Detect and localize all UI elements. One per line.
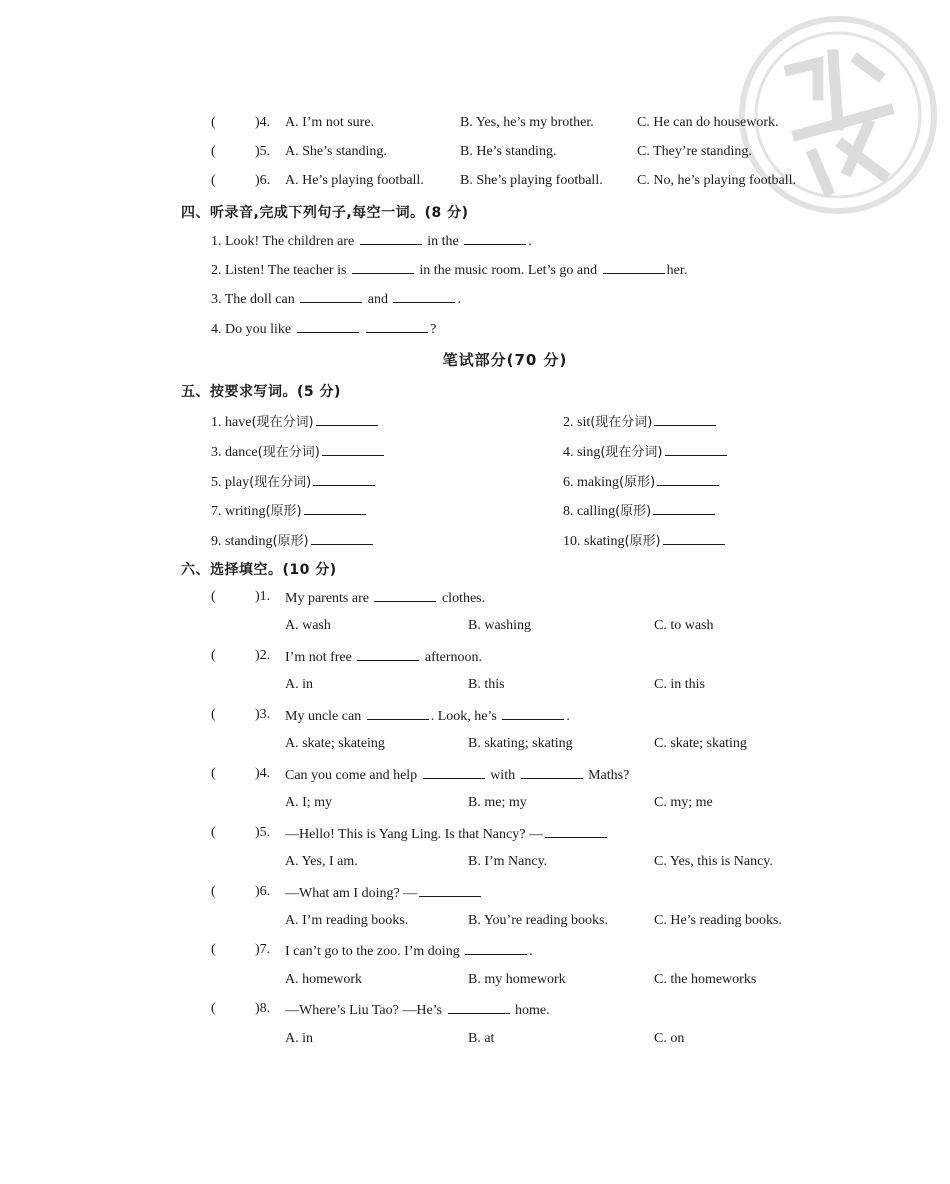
- question-stem: My uncle can . Look, he’s .: [285, 709, 570, 724]
- question-number: )4.: [255, 115, 271, 130]
- word-hint: (现在分词): [249, 475, 312, 490]
- options-row: [0, 618, 950, 638]
- fill-blank[interactable]: [367, 707, 429, 720]
- word-hint: (原形): [619, 475, 656, 490]
- word-hint: (原形): [615, 504, 652, 519]
- answer-paren[interactable]: (: [211, 942, 216, 957]
- sentence-text: her.: [666, 263, 688, 278]
- question-number: )8.: [255, 1001, 271, 1016]
- option-c: C. my; me: [654, 795, 713, 810]
- question-number: )6.: [255, 884, 271, 899]
- option-a: A. in: [285, 677, 313, 692]
- sentence-text: and: [367, 292, 388, 307]
- section-heading: 四、听录音,完成下列句子,每空一词。(8 分): [181, 205, 469, 221]
- answer-paren[interactable]: (: [211, 1001, 216, 1016]
- question-row: [0, 589, 950, 609]
- fill-blank[interactable]: [297, 320, 359, 333]
- item-number: 10.: [563, 534, 581, 549]
- item-number: 7.: [211, 504, 222, 519]
- word-item: [211, 500, 368, 520]
- sentence-text: Listen! The teacher is: [225, 263, 347, 278]
- sentence-text: .: [528, 234, 532, 249]
- option-b: B. at: [468, 1031, 495, 1046]
- option-a: A. I; my: [285, 795, 333, 810]
- fill-blank[interactable]: [360, 232, 422, 245]
- option-c: C. He can do housework.: [637, 115, 779, 130]
- options-row: [0, 854, 950, 874]
- option-a: A. He’s playing football.: [285, 173, 424, 188]
- word: have: [225, 415, 252, 430]
- sentence-item: [211, 232, 532, 250]
- item-number: 1.: [211, 234, 222, 249]
- word: skating: [584, 534, 625, 549]
- word-item: [563, 471, 721, 491]
- option-b: B. He’s standing.: [460, 144, 557, 159]
- option-b: B. You’re reading books.: [468, 913, 608, 928]
- fill-blank[interactable]: [654, 413, 716, 426]
- question-row: [0, 144, 950, 164]
- word-hint: (现在分词): [590, 415, 653, 430]
- item-number: 3.: [211, 445, 222, 460]
- option-b: B. skating; skating: [468, 736, 573, 751]
- word: writing: [225, 504, 266, 519]
- option-b: B. me; my: [468, 795, 527, 810]
- word-hint: (现在分词): [251, 415, 314, 430]
- question-stem: I’m not free afternoon.: [285, 650, 483, 665]
- option-b: B. washing: [468, 618, 531, 633]
- fill-blank[interactable]: [545, 825, 607, 838]
- question-number: )7.: [255, 942, 271, 957]
- fill-blank[interactable]: [311, 532, 373, 545]
- word: calling: [577, 504, 616, 519]
- word-hint: (原形): [272, 534, 309, 549]
- option-c: C. Yes, this is Nancy.: [654, 854, 773, 869]
- fill-blank[interactable]: [316, 413, 378, 426]
- options-row: [0, 677, 950, 697]
- options-row: [0, 972, 950, 992]
- word-hint: (现在分词): [600, 445, 663, 460]
- fill-blank[interactable]: [419, 884, 481, 897]
- fill-blank[interactable]: [393, 290, 455, 303]
- sentence-item: [211, 320, 436, 338]
- section-heading: 五、按要求写词。(5 分): [181, 384, 341, 400]
- option-a: A. She’s standing.: [285, 144, 387, 159]
- options-row: [0, 913, 950, 933]
- question-row: [0, 648, 950, 668]
- word: sit: [577, 415, 591, 430]
- word: standing: [225, 534, 273, 549]
- written-part-title: 笔试部分(70 分): [442, 351, 568, 369]
- answer-paren[interactable]: (: [211, 707, 216, 722]
- option-c: C. in this: [654, 677, 705, 692]
- question-row: [0, 115, 950, 135]
- question-number: )5.: [255, 825, 271, 840]
- word-item: [563, 411, 718, 431]
- word-hint: (原形): [624, 534, 661, 549]
- fill-blank[interactable]: [448, 1001, 510, 1014]
- option-b: B. I’m Nancy.: [468, 854, 548, 869]
- sentence-text: The doll can: [224, 292, 295, 307]
- fill-blank[interactable]: [464, 232, 526, 245]
- word-item: [211, 441, 386, 461]
- question-row: [0, 942, 950, 962]
- word-item: [211, 471, 377, 491]
- option-a: A. wash: [285, 618, 331, 633]
- item-number: 2.: [211, 263, 222, 278]
- answer-paren[interactable]: (: [211, 648, 216, 663]
- question-stem: —What am I doing? —: [285, 884, 483, 902]
- word-item: [563, 500, 717, 520]
- sentence-text: Do you like: [225, 322, 292, 337]
- question-row: [0, 173, 950, 193]
- fill-blank[interactable]: [357, 648, 419, 661]
- answer-paren[interactable]: (: [211, 884, 216, 899]
- word-hint: (现在分词): [257, 445, 320, 460]
- fill-blank[interactable]: [653, 502, 715, 515]
- question-row: [0, 884, 950, 904]
- word-item: [563, 530, 727, 550]
- fill-blank[interactable]: [663, 532, 725, 545]
- item-number: 1.: [211, 415, 222, 430]
- option-c: C. the homeworks: [654, 972, 757, 987]
- item-number: 4.: [211, 322, 222, 337]
- option-a: A. homework: [285, 972, 362, 987]
- word: dance: [225, 445, 258, 460]
- word-item: [211, 530, 375, 550]
- word-hint: (原形): [265, 504, 302, 519]
- question-number: )3.: [255, 707, 271, 722]
- question-row: [0, 766, 950, 786]
- question-row: [0, 707, 950, 727]
- question-row: [0, 1001, 950, 1021]
- fill-blank[interactable]: [603, 261, 665, 274]
- fill-blank[interactable]: [465, 942, 527, 955]
- option-c: C. skate; skating: [654, 736, 747, 751]
- answer-paren[interactable]: (: [211, 144, 216, 159]
- options-row: [0, 1031, 950, 1051]
- fill-blank[interactable]: [423, 766, 485, 779]
- option-a: A. I’m reading books.: [285, 913, 409, 928]
- sentence-item: [211, 290, 461, 308]
- question-row: [0, 825, 950, 845]
- option-c: C. They’re standing.: [637, 144, 752, 159]
- option-c: C. He’s reading books.: [654, 913, 782, 928]
- question-number: )2.: [255, 648, 271, 663]
- item-number: 2.: [563, 415, 574, 430]
- answer-paren[interactable]: (: [211, 825, 216, 840]
- item-number: 4.: [563, 445, 574, 460]
- option-c: C. No, he’s playing football.: [637, 173, 797, 188]
- question-number: )4.: [255, 766, 271, 781]
- fill-blank[interactable]: [366, 320, 428, 333]
- fill-blank[interactable]: [657, 473, 719, 486]
- fill-blank[interactable]: [304, 502, 366, 515]
- question-stem: I can’t go to the zoo. I’m doing .: [285, 944, 533, 959]
- fill-blank[interactable]: [352, 261, 414, 274]
- question-stem: —Where’s Liu Tao? —He’s home.: [285, 1003, 550, 1018]
- sentence-text: ?: [430, 322, 437, 337]
- item-number: 3.: [211, 292, 222, 307]
- answer-paren[interactable]: (: [211, 766, 216, 781]
- answer-paren[interactable]: (: [211, 589, 216, 604]
- answer-paren[interactable]: (: [211, 115, 216, 130]
- option-c: C. on: [654, 1031, 685, 1046]
- question-number: )6.: [255, 173, 271, 188]
- fill-blank[interactable]: [313, 473, 375, 486]
- option-b: B. my homework: [468, 972, 566, 987]
- question-stem: —Hello! This is Yang Ling. Is that Nancy? —: [285, 825, 609, 843]
- question-stem: My parents are clothes.: [285, 591, 486, 606]
- word-item: [563, 441, 729, 461]
- sentence-text: .: [457, 292, 461, 307]
- option-c: C. to wash: [654, 618, 714, 633]
- option-a: A. in: [285, 1031, 313, 1046]
- option-b: B. Yes, he’s my brother.: [460, 115, 594, 130]
- option-a: A. I’m not sure.: [285, 115, 375, 130]
- option-b: B. this: [468, 677, 505, 692]
- option-b: B. She’s playing football.: [460, 173, 603, 188]
- fill-blank[interactable]: [300, 290, 362, 303]
- answer-paren[interactable]: (: [211, 173, 216, 188]
- word: play: [225, 475, 250, 490]
- question-number: )1.: [255, 589, 271, 604]
- sentence-item: [211, 261, 687, 279]
- word-item: [211, 411, 380, 431]
- option-a: A. Yes, I am.: [285, 854, 358, 869]
- fill-blank[interactable]: [521, 766, 583, 779]
- options-row: [0, 736, 950, 756]
- sentence-text: Look! The children are: [225, 234, 355, 249]
- options-row: [0, 795, 950, 815]
- section-heading: 六、选择填空。(10 分): [181, 562, 337, 578]
- word: sing: [577, 445, 601, 460]
- fill-blank[interactable]: [665, 443, 727, 456]
- sentence-text: in the: [427, 234, 459, 249]
- option-a: A. skate; skateing: [285, 736, 385, 751]
- item-number: 6.: [563, 475, 574, 490]
- sentence-text: in the music room. Let’s go and: [419, 263, 598, 278]
- fill-blank[interactable]: [502, 707, 564, 720]
- fill-blank[interactable]: [322, 443, 384, 456]
- question-stem: Can you come and help with Maths?: [285, 768, 630, 783]
- word: making: [577, 475, 619, 490]
- item-number: 5.: [211, 475, 222, 490]
- question-number: )5.: [255, 144, 271, 159]
- fill-blank[interactable]: [374, 589, 436, 602]
- item-number: 8.: [563, 504, 574, 519]
- item-number: 9.: [211, 534, 222, 549]
